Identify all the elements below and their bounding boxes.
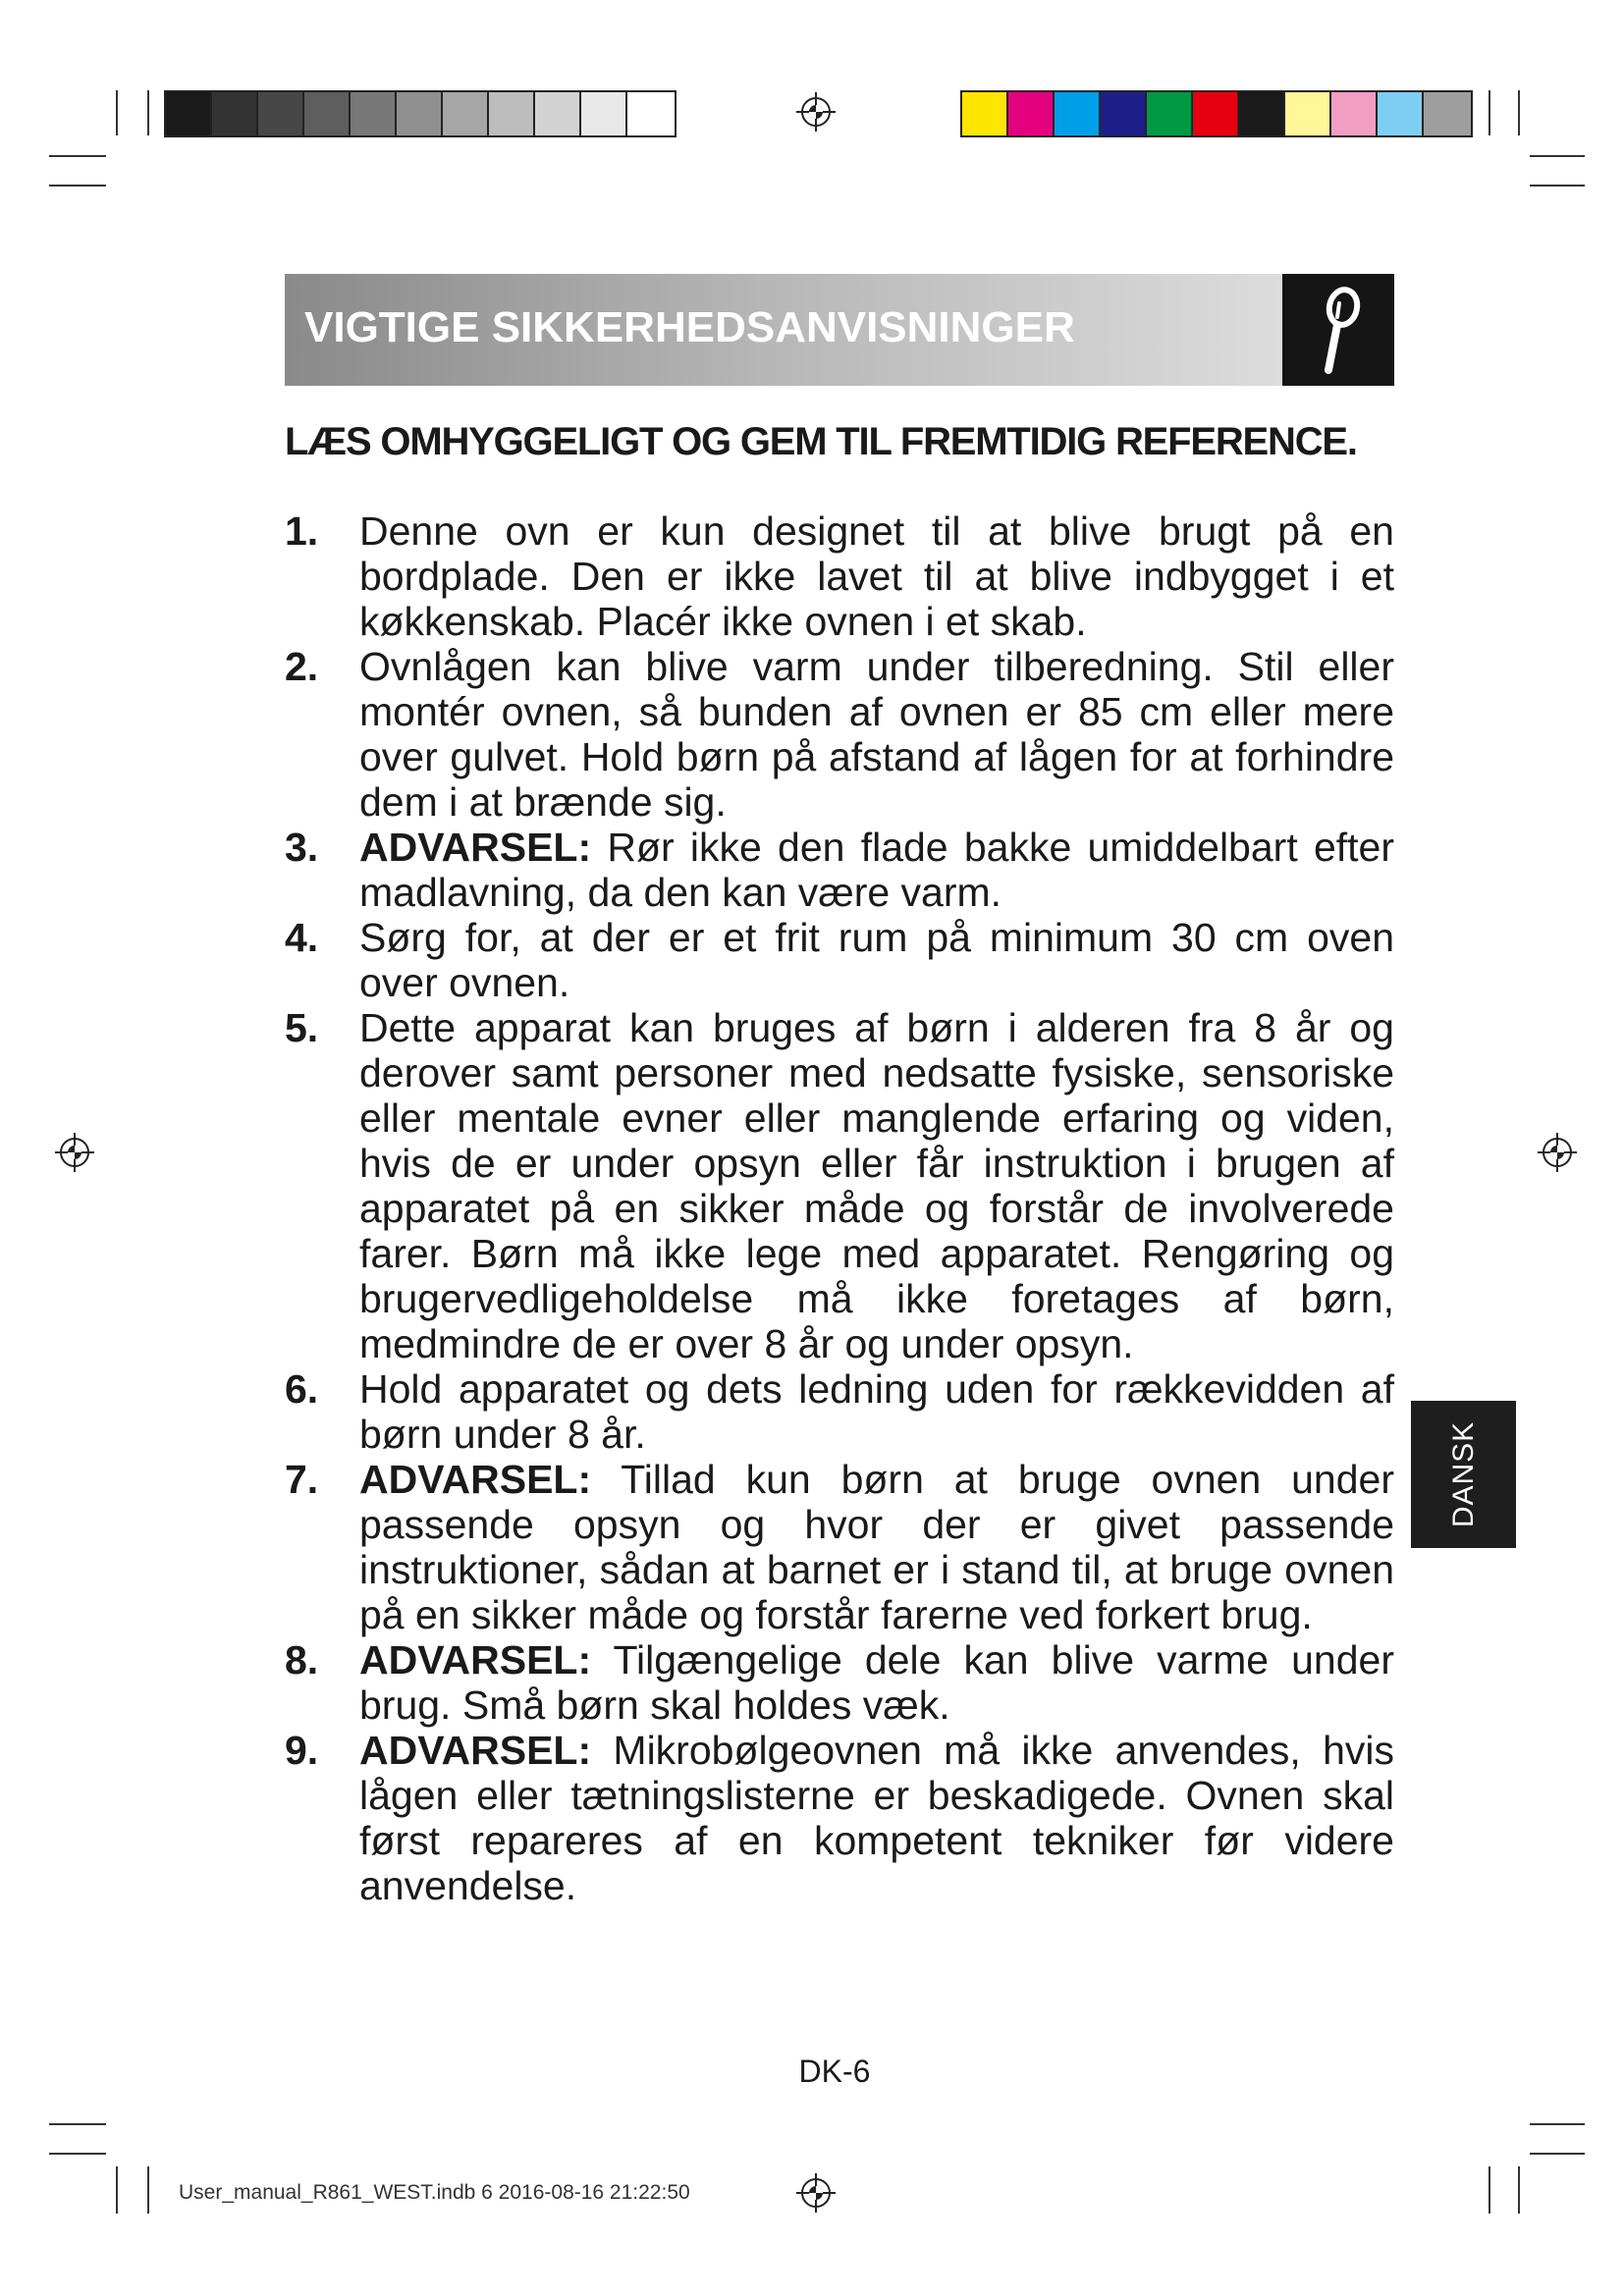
item-number: 6. bbox=[285, 1366, 319, 1412]
item-text: Sørg for, at der er et frit rum på minimum 30 cm oven over ovnen. bbox=[359, 915, 1394, 1005]
crop-mark-top-right-v1 bbox=[1489, 90, 1490, 135]
safety-item bbox=[285, 1457, 1394, 1637]
color-swatch bbox=[351, 92, 397, 135]
color-swatch bbox=[1285, 92, 1331, 135]
magnifier-icon bbox=[1282, 274, 1394, 386]
registration-mark-icon bbox=[55, 1133, 94, 1172]
registration-mark-icon bbox=[1538, 1133, 1577, 1172]
crop-mark-bottom-left-v1 bbox=[116, 2166, 118, 2214]
item-number: 3. bbox=[285, 825, 319, 870]
safety-item bbox=[285, 1366, 1394, 1457]
language-tab bbox=[1411, 1401, 1516, 1548]
item-text: Tillad kun børn at bruge ovnen under passende opsyn og hvor der er givet passende instruktioner, sådan at barnet er i stand til, at bruge ovnen på en sikker måde og forstår farerne ved forkert brug. bbox=[359, 1457, 1394, 1637]
safety-instructions-list bbox=[285, 508, 1394, 1908]
color-swatch bbox=[489, 92, 535, 135]
warning-label: ADVARSEL: bbox=[359, 825, 592, 870]
item-text: Ovnlågen kan blive varm under tilberedning. Stil eller montér ovnen, så bunden af ovnen er 85 cm eller mere over gulvet. Hold børn på afstand af lågen for at forhindre dem i at brænde sig. bbox=[359, 644, 1394, 825]
crop-mark-top-right-h1 bbox=[1530, 155, 1585, 157]
item-text: Tilgængelige dele kan blive varme under brug. Små børn skal holdes væk. bbox=[359, 1637, 1394, 1728]
crop-mark-bottom-right-h2 bbox=[1530, 2153, 1585, 2155]
item-number: 8. bbox=[285, 1637, 319, 1682]
read-carefully-heading: LÆS OMHYGGELIGT OG GEM TIL FREMTIDIG REFERENCE. bbox=[285, 420, 1357, 463]
crop-mark-top-left-v1 bbox=[116, 90, 118, 135]
crop-mark-bottom-left-v2 bbox=[147, 2166, 149, 2214]
crop-mark-top-left-v2 bbox=[147, 90, 149, 135]
crop-mark-bottom-left-h1 bbox=[49, 2123, 106, 2125]
color-swatch bbox=[212, 92, 258, 135]
crop-mark-top-right-h2 bbox=[1530, 185, 1585, 187]
warning-label: ADVARSEL: bbox=[359, 1728, 592, 1773]
color-swatch bbox=[535, 92, 581, 135]
safety-item bbox=[285, 508, 1394, 644]
item-text: Hold apparatet og dets ledning uden for rækkevidden af børn under 8 år. bbox=[359, 1366, 1394, 1457]
registration-mark-icon bbox=[796, 2173, 836, 2213]
item-text: Mikrobølgeovnen må ikke anvendes, hvis lågen eller tætningslisterne er beskadigede. Ovnen skal først repareres af en kompetent tekniker før videre anvendelse. bbox=[359, 1728, 1394, 1908]
item-text: Rør ikke den flade bakke umiddelbart efter madlavning, da den kan være varm. bbox=[359, 825, 1394, 915]
color-swatch bbox=[1193, 92, 1239, 135]
item-number: 4. bbox=[285, 915, 319, 960]
crop-mark-top-right-v2 bbox=[1518, 90, 1520, 135]
color-swatch bbox=[397, 92, 443, 135]
safety-item bbox=[285, 825, 1394, 915]
item-number: 1. bbox=[285, 508, 319, 554]
color-swatch bbox=[443, 92, 489, 135]
language-tab-label: DANSK bbox=[1446, 1420, 1480, 1528]
color-swatch bbox=[581, 92, 627, 135]
warning-label: ADVARSEL: bbox=[359, 1637, 592, 1682]
item-number: 7. bbox=[285, 1457, 319, 1502]
color-swatch bbox=[1378, 92, 1424, 135]
crop-mark-bottom-right-v1 bbox=[1489, 2166, 1490, 2214]
item-text: Dette apparat kan bruges af børn i alderen fra 8 år og derover samt personer med nedsatte fysiske, sensoriske eller mentale evner eller manglende erfaring og viden, hvis de er under opsyn eller får instruktion i brugen af apparatet på en sikker måde og forstår de involverede farer. Børn må ikke lege med apparatet. Rengøring og brugervedligeholdelse må ikke foretages af børn, medmindre de er over 8 år og under opsyn. bbox=[359, 1005, 1394, 1366]
item-text: Denne ovn er kun designet til at blive brugt på en bordplade. Den er ikke lavet til at blive indbygget i et køkkenskab. Placér ikke ovnen i et skab. bbox=[359, 508, 1394, 644]
color-swatch bbox=[627, 92, 675, 135]
page-number: DK-6 bbox=[798, 2054, 871, 2089]
color-swatch bbox=[1331, 92, 1378, 135]
safety-item bbox=[285, 1728, 1394, 1908]
color-swatch bbox=[1008, 92, 1055, 135]
safety-item bbox=[285, 1637, 1394, 1728]
color-swatch bbox=[962, 92, 1008, 135]
section-header-banner bbox=[285, 274, 1394, 386]
print-file-info: User_manual_R861_WEST.indb 6 2016-08-16 21:22:50 bbox=[179, 2181, 690, 2204]
safety-item bbox=[285, 915, 1394, 1005]
color-swatch bbox=[1239, 92, 1285, 135]
item-number: 2. bbox=[285, 644, 319, 689]
color-swatch bbox=[1055, 92, 1101, 135]
safety-item bbox=[285, 644, 1394, 825]
item-number: 5. bbox=[285, 1005, 319, 1050]
grayscale-color-bar bbox=[164, 90, 677, 137]
crop-mark-bottom-right-v2 bbox=[1518, 2166, 1520, 2214]
color-swatch bbox=[304, 92, 351, 135]
section-title: VIGTIGE SIKKERHEDSANVISNINGER bbox=[304, 303, 1075, 351]
item-number: 9. bbox=[285, 1728, 319, 1773]
color-swatch bbox=[258, 92, 304, 135]
crop-mark-bottom-right-h1 bbox=[1530, 2123, 1585, 2125]
process-color-bar bbox=[960, 90, 1473, 137]
color-swatch bbox=[1147, 92, 1193, 135]
color-swatch bbox=[1101, 92, 1147, 135]
color-swatch bbox=[1424, 92, 1471, 135]
crop-mark-top-left-h1 bbox=[49, 155, 106, 157]
registration-mark-icon bbox=[796, 92, 836, 132]
safety-item bbox=[285, 1005, 1394, 1366]
crop-mark-bottom-left-h2 bbox=[49, 2153, 106, 2155]
crop-mark-top-left-h2 bbox=[49, 185, 106, 187]
color-swatch bbox=[166, 92, 212, 135]
warning-label: ADVARSEL: bbox=[359, 1457, 592, 1502]
